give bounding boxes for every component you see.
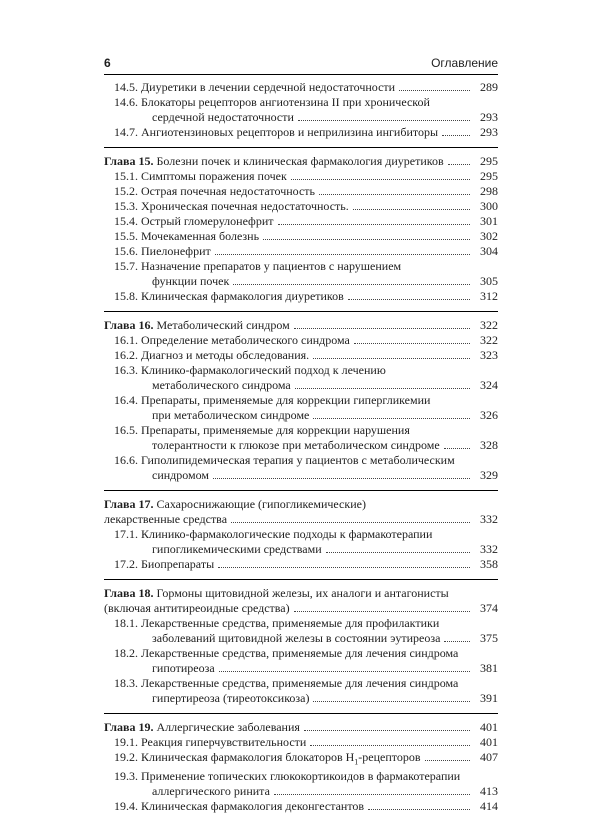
chapter-title-text: (включая антитиреоидные средства) — [104, 601, 290, 615]
toc-entry[interactable] — [104, 750, 498, 769]
chapter-separator — [104, 311, 498, 312]
chapter-separator — [104, 579, 498, 580]
dot-leader — [442, 134, 470, 136]
dot-leader — [368, 808, 470, 810]
chapter-title-text: Аллергические заболевания — [156, 720, 300, 734]
page-ref: 322 — [480, 318, 498, 332]
toc-entry-title — [152, 784, 270, 799]
toc-entry[interactable] — [104, 348, 498, 363]
page-ref: 305 — [480, 274, 498, 288]
toc-entry-text: заболеваний щитовидной железы в состоянии эутиреоза — [152, 631, 441, 645]
dot-leader — [291, 178, 470, 180]
toc-entry-text: синдромом — [152, 468, 210, 482]
toc-entry-text: толерантности к глюкозе при метаболическом синдроме — [152, 438, 440, 452]
toc-entry-text: функции почек — [152, 274, 230, 288]
dot-leader — [348, 298, 470, 300]
toc-entry[interactable] — [104, 259, 498, 289]
toc-entry[interactable] — [104, 289, 498, 304]
toc-entry-text: Лекарственные средства, применяемые для профилактики — [141, 616, 440, 630]
toc-entry-text: Гиполипидемическая терапия у пациентов с метаболическим — [141, 453, 455, 467]
chapter-label: Глава 17. — [104, 497, 154, 511]
chapter-heading[interactable] — [104, 154, 498, 169]
section-title: Оглавление — [431, 56, 498, 70]
page-ref: 300 — [480, 199, 498, 213]
toc-entry-number: 15.1. — [114, 169, 138, 183]
chapter-title — [104, 601, 290, 616]
toc-entry-text: Препараты, применяемые для коррекции нарушения — [141, 423, 410, 437]
page-ref: 381 — [480, 661, 498, 675]
toc-entry-text: Острая почечная недостаточность — [141, 184, 316, 198]
toc-entry-number: 16.1. — [114, 333, 138, 347]
page-ref: 374 — [480, 601, 498, 615]
toc-entry-title — [152, 110, 294, 125]
toc-entry-number: 14.7. — [114, 125, 138, 139]
toc-entry[interactable] — [104, 125, 498, 140]
toc-entry-text: Клинико-фармакологический подход к лечению — [141, 363, 386, 377]
toc-entry-number: 14.6. — [114, 95, 138, 109]
page-ref: 295 — [480, 169, 498, 183]
toc-entry-number: 16.2. — [114, 348, 138, 362]
toc-entry[interactable] — [104, 229, 498, 244]
table-of-contents — [104, 80, 498, 814]
toc-entry[interactable] — [104, 393, 498, 423]
subscript: 1 — [354, 757, 359, 767]
dot-leader — [310, 744, 470, 746]
page-number: 6 — [104, 56, 111, 70]
page-ref: 312 — [480, 289, 498, 303]
toc-entry-text: аллергического ринита — [152, 784, 270, 799]
toc-entry[interactable] — [104, 423, 498, 453]
toc-entry[interactable] — [104, 527, 498, 557]
toc-entry-title — [152, 631, 440, 646]
chapter-label: Глава 16. — [104, 318, 154, 332]
toc-entry-title — [114, 229, 259, 244]
toc-entry-text: гипотиреоза — [152, 661, 215, 675]
dot-leader — [444, 447, 470, 449]
toc-entry-title — [114, 557, 214, 572]
toc-entry[interactable] — [104, 184, 498, 199]
page-ref: 407 — [480, 750, 498, 764]
toc-entry-text: Острый гломерулонефрит — [141, 214, 274, 228]
dot-leader — [213, 477, 470, 479]
toc-entry-title — [114, 199, 349, 214]
toc-entry-number: 16.3. — [114, 363, 138, 377]
toc-entry-number: 17.2. — [114, 557, 138, 571]
toc-entry-title — [114, 244, 211, 259]
toc-entry-text: Диуретики в лечении сердечной недостаточности — [141, 80, 396, 94]
toc-entry-text: Назначение препаратов у пациентов с нарушением — [141, 259, 402, 273]
chapter-label: Глава 18. — [104, 586, 154, 600]
page-ref: 332 — [480, 512, 498, 526]
dot-leader — [278, 223, 471, 225]
page-ref: 391 — [480, 691, 498, 705]
toc-entry-title — [152, 691, 309, 706]
page-ref: 289 — [480, 80, 498, 94]
toc-entry-title — [114, 799, 364, 814]
toc-entry-text: сердечной недостаточности — [152, 110, 294, 124]
toc-entry-text: Определение метаболического синдрома — [141, 333, 350, 347]
toc-entry[interactable] — [104, 363, 498, 393]
toc-entry-title — [152, 378, 291, 393]
toc-entry-number: 16.4. — [114, 393, 138, 407]
toc-entry[interactable] — [104, 169, 498, 184]
toc-entry-text: -рецепторов — [358, 750, 421, 764]
toc-entry-title — [152, 438, 440, 453]
toc-entry-title — [152, 274, 229, 289]
toc-entry[interactable] — [104, 616, 498, 646]
page-ref: 293 — [480, 125, 498, 139]
toc-entry-text: метаболического синдрома — [152, 378, 291, 392]
page-ref: 322 — [480, 333, 498, 347]
toc-entry-text: Биопрепараты — [141, 557, 215, 571]
chapter-title — [104, 318, 290, 333]
page-ref: 329 — [480, 468, 498, 482]
page-ref: 326 — [480, 408, 498, 422]
dot-leader — [218, 566, 470, 568]
toc-entry[interactable] — [104, 453, 498, 483]
page-ref: 375 — [480, 631, 498, 645]
chapter-separator — [104, 490, 498, 491]
dot-leader — [215, 253, 470, 255]
toc-entry[interactable] — [104, 333, 498, 348]
page-ref: 332 — [480, 542, 498, 556]
toc-entry-number: 18.1. — [114, 616, 138, 630]
toc-entry[interactable] — [104, 769, 498, 799]
toc-entry-number: 15.7. — [114, 259, 138, 273]
dot-leader — [295, 387, 470, 389]
toc-entry[interactable] — [104, 799, 498, 814]
toc-entry-title — [152, 468, 209, 483]
page-ref: 295 — [480, 154, 498, 168]
toc-entry-title — [114, 125, 438, 140]
toc-entry-text: Лекарственные средства, применяемые для лечения синдрома — [141, 676, 459, 690]
toc-entry[interactable] — [104, 95, 498, 125]
page-ref: 298 — [480, 184, 498, 198]
page-ref: 413 — [480, 784, 498, 799]
toc-entry-title — [114, 735, 306, 750]
dot-leader — [354, 342, 470, 344]
page-ref: 328 — [480, 438, 498, 452]
dot-leader — [313, 700, 470, 702]
page-ref: 358 — [480, 557, 498, 571]
toc-entry-title — [152, 542, 322, 557]
toc-entry-text: Пиелонефрит — [141, 244, 211, 258]
dot-leader — [448, 163, 470, 165]
toc-entry-title — [114, 214, 274, 229]
chapter-heading[interactable] — [104, 586, 498, 616]
toc-entry-text: гипогликемическими средствами — [152, 542, 322, 556]
toc-entry-number: 14.5. — [114, 80, 138, 94]
toc-entry-number: 15.5. — [114, 229, 138, 243]
dot-leader — [444, 640, 470, 642]
chapter-title — [104, 720, 300, 735]
dot-leader — [304, 729, 470, 731]
dot-leader — [219, 670, 470, 672]
toc-entry[interactable] — [104, 735, 498, 750]
toc-entry[interactable] — [104, 646, 498, 676]
toc-entry-text: Хроническая почечная недостаточность. — [141, 199, 349, 213]
toc-entry-text: Блокаторы рецепторов ангиотензина II при хронической — [141, 95, 430, 109]
toc-entry-title — [114, 348, 309, 363]
toc-entry-number: 15.4. — [114, 214, 138, 228]
toc-entry-title — [114, 750, 421, 769]
chapter-separator — [104, 713, 498, 714]
toc-entry-number: 19.4. — [114, 799, 138, 814]
chapter-label: Глава 15. — [104, 154, 154, 168]
toc-entry-number: 17.1. — [114, 527, 138, 541]
toc-entry-number: 19.2. — [114, 750, 138, 764]
toc-entry-title — [152, 408, 309, 423]
toc-entry-text: Клиническая фармакология диуретиков — [141, 289, 344, 303]
toc-entry[interactable] — [104, 244, 498, 259]
dot-leader — [399, 89, 470, 91]
toc-entry-title — [114, 333, 350, 348]
dot-leader — [231, 521, 470, 523]
chapter-title-text: Сахароснижающие (гипогликемические) — [156, 497, 366, 511]
page-ref: 323 — [480, 348, 498, 362]
toc-entry-title — [152, 661, 215, 676]
toc-entry-text: при метаболическом синдроме — [152, 408, 310, 422]
toc-entry-number: 15.3. — [114, 199, 138, 213]
toc-entry-text: Реакция гиперчувствительности — [141, 735, 307, 749]
toc-entry-number: 16.6. — [114, 453, 138, 467]
toc-entry-text: Ангиотензиновых рецепторов и неприлизина ингибиторы — [141, 125, 439, 139]
dot-leader — [298, 119, 470, 121]
toc-entry-text: гипертиреоза (тиреотоксикоза) — [152, 691, 310, 705]
chapter-heading[interactable] — [104, 318, 498, 333]
toc-entry-text: Лекарственные средства, применяемые для лечения синдрома — [141, 646, 459, 660]
dot-leader — [313, 357, 470, 359]
header-rule — [104, 74, 498, 75]
chapter-title — [104, 512, 227, 527]
page-ref: 414 — [480, 799, 498, 814]
toc-entry[interactable] — [104, 80, 498, 95]
toc-entry-title — [114, 169, 287, 184]
page-ref: 293 — [480, 110, 498, 124]
chapter-title — [104, 154, 444, 169]
toc-entry-title — [114, 80, 395, 95]
toc-entry-text: Симптомы поражения почек — [141, 169, 287, 183]
dot-leader — [313, 417, 470, 419]
toc-entry-text: Препараты, применяемые для коррекции гипергликемии — [141, 393, 431, 407]
toc-entry-title — [114, 289, 344, 304]
chapter-separator — [104, 147, 498, 148]
toc-entry-number: 19.3. — [114, 769, 138, 784]
dot-leader — [263, 238, 470, 240]
page-ref: 301 — [480, 214, 498, 228]
toc-entry[interactable] — [104, 676, 498, 706]
toc-entry-number: 16.5. — [114, 423, 138, 437]
toc-entry-number: 18.2. — [114, 646, 138, 660]
dot-leader — [326, 551, 470, 553]
toc-entry-text: Применение топических глюкокортикоидов в фармакотерапии — [141, 769, 461, 784]
toc-entry[interactable] — [104, 199, 498, 214]
chapter-title-text: Гормоны щитовидной железы, их аналоги и антагонисты — [156, 586, 449, 600]
toc-entry[interactable] — [104, 214, 498, 229]
toc-entry-number: 15.8. — [114, 289, 138, 303]
dot-leader — [294, 327, 470, 329]
page-ref: 304 — [480, 244, 498, 258]
toc-entry-number: 18.3. — [114, 676, 138, 690]
dot-leader — [353, 208, 470, 210]
toc-entry-title — [114, 184, 315, 199]
page-ref: 324 — [480, 378, 498, 392]
chapter-title-text: лекарственные средства — [104, 512, 228, 526]
page-ref: 401 — [480, 735, 498, 749]
toc-entry[interactable] — [104, 557, 498, 572]
toc-entry-number: 15.6. — [114, 244, 138, 258]
chapter-label: Глава 19. — [104, 720, 154, 734]
dot-leader — [425, 759, 470, 761]
toc-entry-text: Клинико-фармакологические подходы к фармакотерапии — [141, 527, 433, 541]
dot-leader — [294, 610, 470, 612]
chapter-heading[interactable] — [104, 720, 498, 735]
chapter-heading[interactable] — [104, 497, 498, 527]
chapter-title-text: Метаболический синдром — [156, 318, 290, 332]
dot-leader — [233, 283, 470, 285]
dot-leader — [319, 193, 470, 195]
page-ref: 302 — [480, 229, 498, 243]
chapter-title-text: Болезни почек и клиническая фармакология диуретиков — [156, 154, 444, 168]
toc-entry-text: Диагноз и методы обследования. — [141, 348, 310, 362]
toc-entry-number: 15.2. — [114, 184, 138, 198]
toc-entry-text: Клиническая фармакология блокаторов H — [141, 750, 355, 764]
toc-entry-text: Клиническая фармакология деконгестантов — [141, 799, 365, 814]
page-ref: 401 — [480, 720, 498, 734]
dot-leader — [274, 793, 470, 795]
toc-entry-text: Мочекаменная болезнь — [141, 229, 260, 243]
toc-entry-number: 19.1. — [114, 735, 138, 749]
